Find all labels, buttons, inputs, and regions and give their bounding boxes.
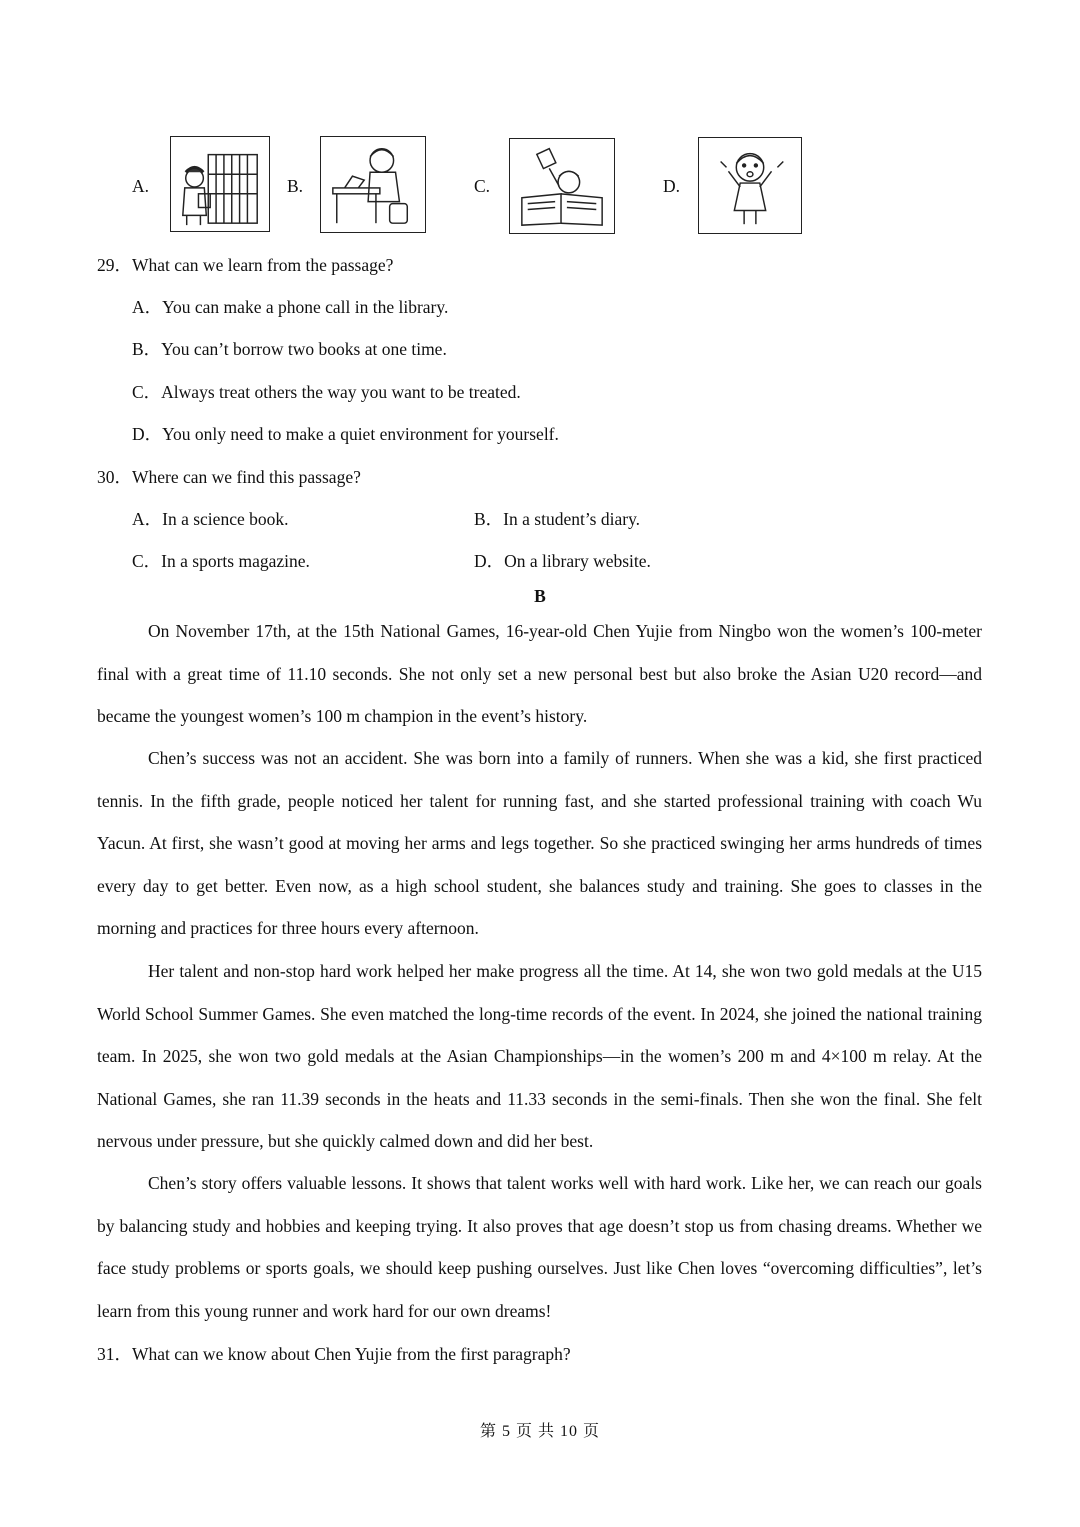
option-b-label: B. (287, 176, 304, 196)
girl-shouting-icon (699, 138, 801, 233)
student-desk-picture (320, 136, 426, 233)
page-number-footer: 第 5 页 共 10 页 (479, 1423, 600, 1440)
question-30-option-c: C．In a sports magazine. (132, 551, 310, 571)
option-c-label: C. (474, 176, 491, 196)
option-a-label: A. (132, 176, 150, 196)
question-30-stem: 30．Where can we find this passage? (97, 467, 361, 487)
question-29-option-c: C．Always treat others the way you want to be treated. (132, 382, 521, 402)
question-29-option-d: D．You only need to make a quiet environment for yourself. (132, 424, 559, 444)
question-30-option-b: B．In a student’s diary. (474, 509, 641, 529)
shouting-girl-picture (698, 137, 802, 234)
question-30-option-d: D．On a library website. (474, 551, 651, 571)
library-bookshelf-picture (170, 136, 270, 232)
child-reading-book-icon (510, 139, 614, 233)
passage-paragraph-3: Her talent and non-stop hard work helped her make progress all the time. At 14, she won two gold medals at the U15 World School Summer Games. She even matched the long-time records of the event. In 2024, she joined the national training team. In 2025, she won two gold medals at the Asian Championships—in the women’s 200 m and 4×100 m relay. At the National Games, she ran 11.39 seconds in the heats and 11.33 seconds in the semi-finals. Then she won the final. She felt nervous under pressure, but she quickly calmed down and did her best. (97, 961, 982, 1151)
passage-paragraph-4: Chen’s story offers valuable lessons. It shows that talent works well with hard work. Like her, we can reach our goals by balancing study and hobbies and keeping trying. It also proves that age doesn’t stop us from chasing dreams. Whether we face study problems or sports goals, we should keep pushing ourselves. Just like Chen loves “overcoming difficulties”, let’s learn from this young runner and work hard for our own dreams! (97, 1173, 982, 1321)
section-b-heading: B (534, 586, 546, 606)
student-at-desk-icon (321, 137, 425, 232)
passage-paragraph-2: Chen’s success was not an accident. She was born into a family of runners. When she was a kid, she first practiced tennis. In the fifth grade, people noticed her talent for running fast, and she started professional training with coach Wu Yacun. At first, she wasn’t good at moving her arms and legs together. So she practiced swinging her arms hundreds of times every day to get better. Even now, as a high school student, she balances study and training. She goes to classes in the morning and practices for three hours every afternoon. (97, 748, 982, 938)
reading-book-picture (509, 138, 615, 234)
bookshelf-reader-icon (171, 137, 269, 231)
question-30-option-a: A．In a science book. (132, 509, 289, 529)
question-29-option-b: B．You can’t borrow two books at one time. (132, 339, 447, 359)
question-29-option-a: A．You can make a phone call in the library. (132, 297, 449, 317)
question-31-stem: 31．What can we know about Chen Yujie from the first paragraph? (97, 1344, 571, 1364)
option-d-label: D. (663, 176, 681, 196)
question-29-stem: 29．What can we learn from the passage? (97, 255, 394, 275)
passage-paragraph-1: On November 17th, at the 15th National Games, 16-year-old Chen Yujie from Ningbo won the women’s 100-meter final with a great time of 11.10 seconds. She not only set a new personal best but also broke the Asian U20 record—and became the youngest women’s 100 m champion in the event’s history. (97, 621, 982, 726)
